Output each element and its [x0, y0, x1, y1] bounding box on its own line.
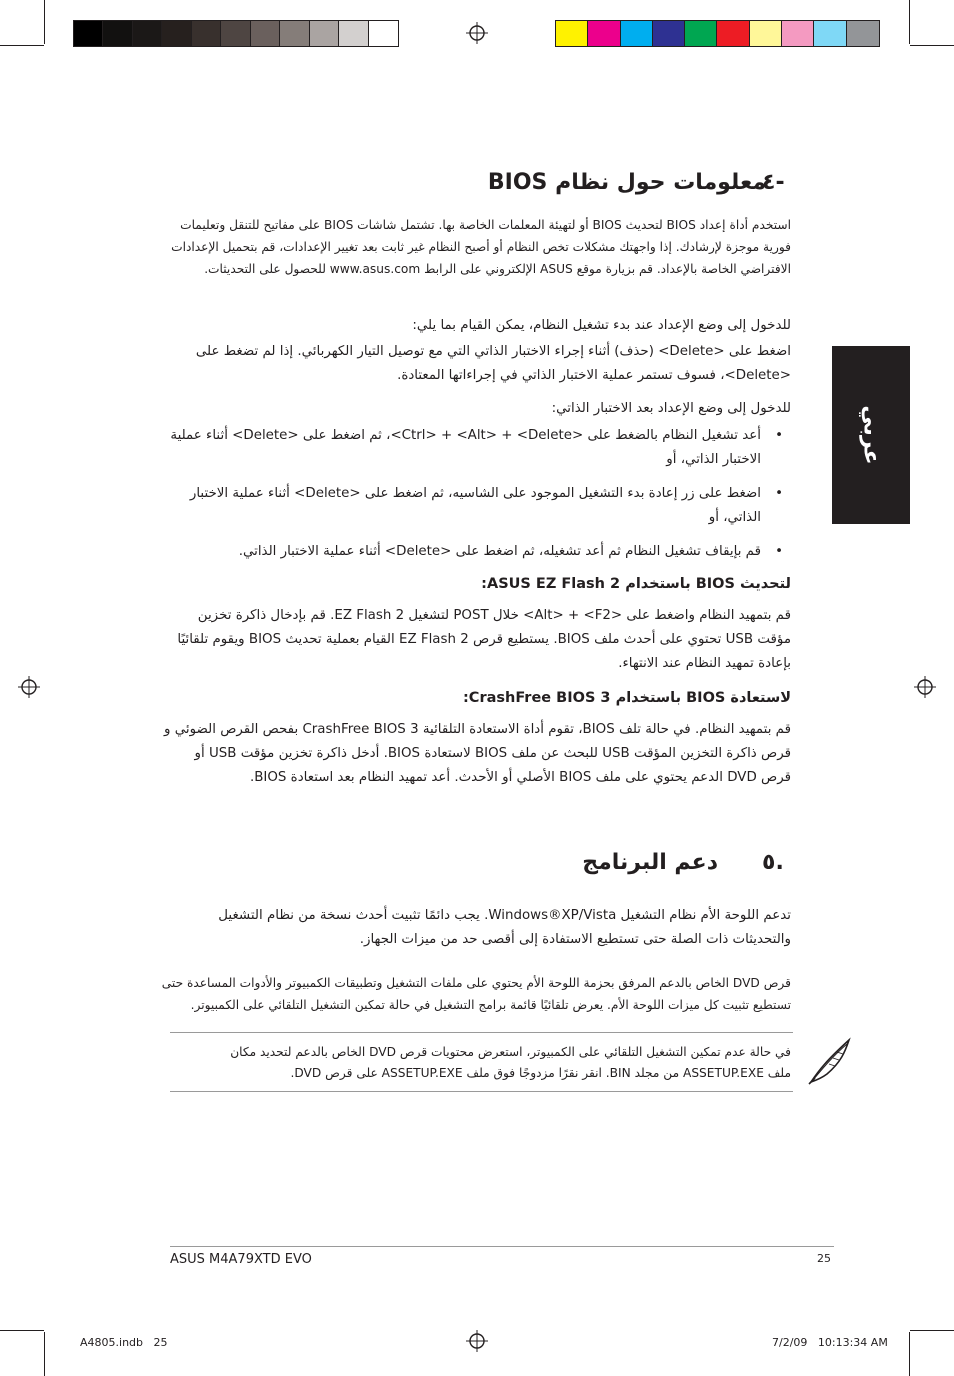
enter-after-heading: للدخول إلى وضع الإعداد بعد الاختبار الذاتي: — [551, 401, 791, 416]
language-tab — [832, 346, 910, 524]
color-swatch — [251, 21, 280, 46]
crop-mark — [0, 1330, 44, 1331]
color-swatch — [162, 21, 191, 46]
enter-post-body: اضغط على <Delete> (حذف) أثناء إجراء الاختبار الذاتي التي مع توصيل التيار الكهربائي. إذا لم تضغط على <Delete>، فسوف تستمر عملية الاختبار الذاتي في إجراءاتها المعتادة. — [195, 344, 791, 383]
section-number: ٤- — [762, 170, 785, 195]
color-swatch — [621, 21, 653, 46]
software-paragraph: تدعم اللوحة الأم نظام التشغيل Windows®XP/Vista. يجب دائمًا تثبيت أحدث نسخة من نظام التشغيل والتحديثات ذات الصلة حتى تستطيع الاستفادة إلى أقصى حد من ميزات الجهاز. — [218, 908, 791, 947]
language-tab-label: عربي — [858, 405, 884, 465]
list-item: • اضغط على زر إعادة بدء التشغيل الموجود على الشاسيه، ثم اضغط على <Delete> أثناء عملية الاختبار الذاتي، أو — [161, 482, 791, 530]
color-swatch — [685, 21, 717, 46]
footer-divider — [170, 1246, 834, 1247]
footer-page-number: 25 — [817, 1252, 831, 1265]
color-swatch — [280, 21, 309, 46]
support-dvd-paragraph: قرص DVD الخاص بالدعم المرفق بحزمة اللوحة الأم يحتوي على ملفات التشغيل وتطبيقات الكمبيوتر والأدوات المساعدة حتى تستطيع تثبيت كل ميزات اللوحة الأم. يعرض تلقائيًا قائمة برامج التشغيل في حالة تمكين التشغيل التلقائي على الكمبيوتر. — [161, 976, 791, 1012]
registration-mark-icon — [914, 676, 936, 698]
note-bottom-divider — [170, 1091, 793, 1092]
crop-mark — [909, 0, 910, 44]
section-title: معلومات حول نظام BIOS — [487, 170, 766, 195]
color-swatch — [369, 21, 398, 46]
ezflash-heading: لتحديث BIOS باستخدام ASUS EZ Flash 2: — [481, 576, 791, 592]
color-swatch — [782, 21, 814, 46]
list-item: • أعد تشغيل النظام بالضغط على <Ctrl> + <Alt> + <Delete>، ثم اضغط على <Delete> أثناء عملية الاختبار الذاتي، أو — [161, 424, 791, 472]
registration-mark-icon — [466, 1330, 488, 1352]
note-top-divider — [170, 1032, 793, 1033]
enter-post-heading: للدخول إلى وضع الإعداد عند بدء تشغيل النظام، يمكن القيام بما يلي: — [412, 318, 791, 333]
crop-mark — [909, 1332, 910, 1376]
registration-mark-icon — [466, 22, 488, 44]
color-swatch — [847, 21, 879, 46]
color-swatch — [221, 21, 250, 46]
color-swatch — [74, 21, 103, 46]
feather-pen-icon — [805, 1034, 857, 1086]
color-swatch — [192, 21, 221, 46]
color-swatch — [103, 21, 132, 46]
slug-filename: A4805.indb 25 — [80, 1336, 168, 1349]
crop-mark — [44, 0, 45, 44]
crashfree-heading: لاستعادة BIOS باستخدام CrashFree BIOS 3: — [462, 690, 791, 706]
crop-mark — [44, 1332, 45, 1376]
crashfree-body: قم بتمهيد النظام. في حالة تلف BIOS، تقوم أداة الاستعادة التلقائية CrashFree BIOS 3 بفحص القرص الضوئي و قرص ذاكرة التخزين المؤقت USB للبحث عن ملف BIOS لاستعادة BIOS. أدخل ذاكرة تخزين مؤقت USB أو قرص DVD الدعم يحتوي على ملف BIOS الأصلي أو الأحدث. أعد تمهيد النظام بعد استعادة BIOS. — [164, 722, 791, 785]
color-swatch — [588, 21, 620, 46]
color-swatch — [339, 21, 368, 46]
list-item: • قم بإيقاف تشغيل النظام ثم أعد تشغيله، ثم اضغط على <Delete> أثناء عملية الاختبار الذاتي. — [161, 540, 791, 564]
section-number: ٥. — [762, 850, 784, 875]
section-title: دعم البرنامج — [582, 850, 718, 875]
process-color-bar — [555, 20, 880, 47]
color-swatch — [310, 21, 339, 46]
color-swatch — [653, 21, 685, 46]
slug-timestamp: 7/2/09 10:13:34 AM — [772, 1336, 888, 1349]
registration-mark-icon — [18, 676, 40, 698]
color-swatch — [814, 21, 846, 46]
color-swatch — [750, 21, 782, 46]
ezflash-body: قم بتمهيد النظام واضغط على <Alt> + <F2> خلال POST لتشغيل EZ Flash 2. قم بإدخال ذاكرة تخزين مؤقت USB تحتوي على أحدث ملف BIOS. يستطيع قرص EZ Flash 2 القيام بعملية تحديث BIOS ويقوم تلقائيًا بإعادة تمهيد النظام عند الانتهاء. — [177, 608, 791, 671]
grayscale-color-bar — [73, 20, 399, 47]
color-swatch — [133, 21, 162, 46]
note-text: في حالة عدم تمكين التشغيل التلقائي على الكمبيوتر، استعرض محتويات قرص DVD الخاص بالدعم لتحديد مكان ملف ASSETUP.EXE من مجلد BIN. انقر نقرًا مزدوجًا فوق ملف ASSETUP.EXE على قرص DVD. — [230, 1045, 791, 1080]
color-swatch — [717, 21, 749, 46]
intro-paragraph: استخدم أداة إعداد BIOS لتحديث BIOS أو لتهيئة المعلمات الخاصة بها. تشتمل شاشات BIOS على مفاتيح للتنقل وتعليمات فورية موجزة لإرشادك. إذا واجهتك مشكلات تخص النظام أو أصبح النظام غير ثابت بعد تغيير الإعدادات، قم بتحميل الإعدادات الافتراضي الخاصة بالإعداد. قم بزيارة موقع ASUS الإلكتروني على الرابط www.asus.com للحصول على التحديثات. — [171, 218, 791, 276]
crop-mark — [0, 45, 44, 46]
color-swatch — [556, 21, 588, 46]
crop-mark — [910, 45, 954, 46]
entry-method-list — [161, 424, 791, 574]
crop-mark — [910, 1330, 954, 1331]
footer-model: ASUS M4A79XTD EVO — [170, 1252, 312, 1267]
